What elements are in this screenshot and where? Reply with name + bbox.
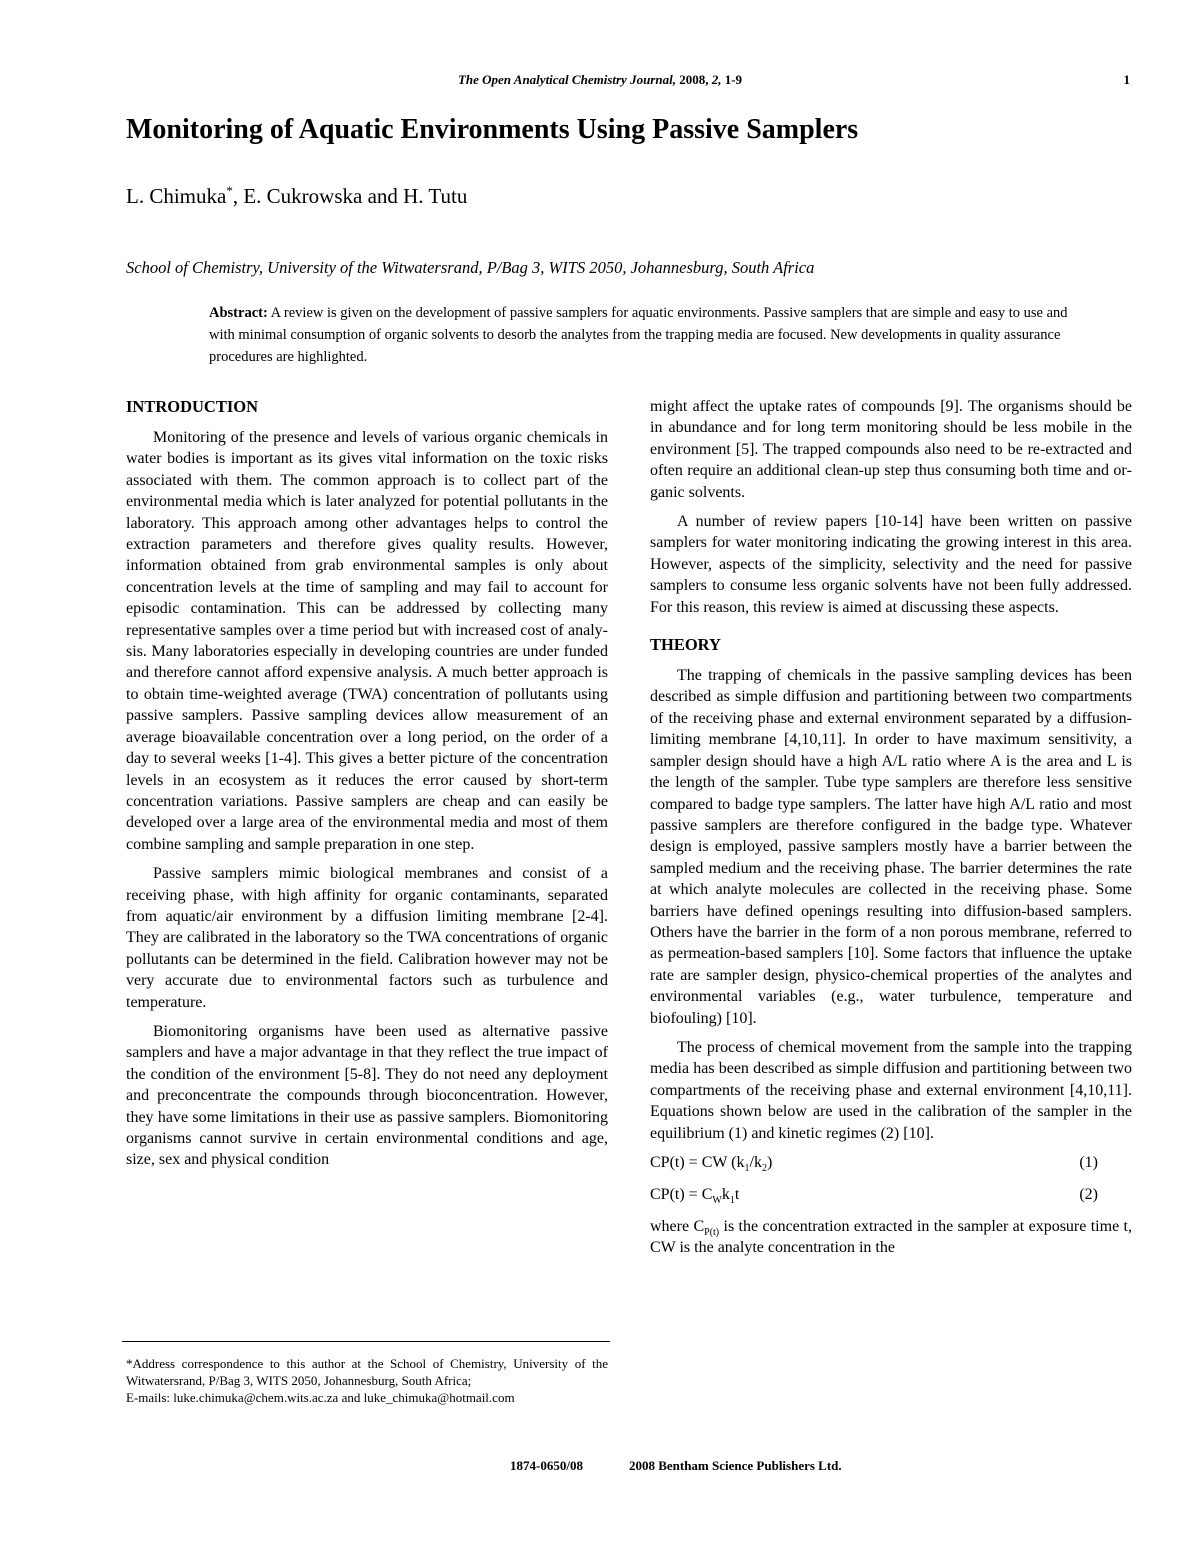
corresponding-asterisk: * <box>226 183 233 198</box>
equation-2-expression <box>650 1184 739 1206</box>
issn: 1874-0650/08 <box>510 1458 583 1473</box>
section-heading-theory: THEORY <box>650 635 721 655</box>
affiliation: School of Chemistry, University of the Witwatersrand, P/Bag 3, WITS 2050, Johannesburg, South Africa <box>126 258 815 277</box>
equation-1-expression <box>650 1152 772 1174</box>
journal-name: The Open Analytical Chemistry Journal, <box>457 72 676 87</box>
footnote-emails: E-mails: luke.chimuka@chem.wits.ac.za and luke_chimuka@hotmail.com <box>126 1390 515 1405</box>
eq-text: CP(t) = CW (k <box>650 1154 745 1171</box>
paragraph <box>650 1216 1132 1259</box>
paragraph: might affect the uptake rates of compounds [9]. The organisms should be in abundance and for long term monitoring should be less mobile in the environment [5]. The trapped compounds also need to be re-extracted and often require an additional clean-up step thus consuming both time and organic solvents. <box>650 398 1132 501</box>
page-footer <box>510 1458 930 1474</box>
equation-1 <box>650 1152 1098 1174</box>
subscript: P(t) <box>704 1227 720 1239</box>
eq-subscript: 1 <box>744 1163 750 1175</box>
left-column <box>126 396 608 1179</box>
eq-text: CP(t) = C <box>650 1186 713 1203</box>
journal-pages: 1-9 <box>721 72 743 87</box>
footnote-address: *Address correspondence to this author at the School of Chemistry, University of the Witwatersrand, P/Bag 3, WITS 2050, Johannesburg, South Africa; <box>126 1356 608 1388</box>
abstract-text: A review is given on the development of passive samplers for aquatic environments. Passive samplers that are simple and easy to use and with minimal consumption of organic solvents to desorb the analytes from the trapping media are focused. New developments in quality assurance procedures are highlighted. <box>209 305 1068 365</box>
journal-year: 2008, <box>675 72 712 87</box>
section-heading-introduction: INTRODUCTION <box>126 397 259 416</box>
paragraph: Biomonitoring organisms have been used as alternative passive samplers and have a major advantage in that they reflect the true impact of the condition of the environment [5-8]. They do not need any deployment and preconcentrate the compounds through bioconcentration. However, they have some limitations in their use as passive samplers. Biomonitoring organisms cannot survive in certain environmental conditions and age, size, sex and physical condition <box>126 1022 608 1169</box>
journal-volume: 2, <box>711 72 722 87</box>
author-list <box>126 182 1126 210</box>
eq-text: t <box>734 1186 740 1203</box>
text-run: is the concentration extracted in the sampler at exposure time t, CW is the analyte concentration in the <box>650 1218 1132 1257</box>
article-title: Monitoring of Aquatic Environments Using Passive Samplers <box>126 114 859 145</box>
paragraph: A number of review papers [10-14] have been written on passive samplers for water monitoring indicating the growing interest in this area. However, aspects of the simplicity, selectivity and the need for passive samplers to consume less organic solvents have not been fully addressed. For this reason, this review is aimed at discussing these aspects. <box>650 513 1132 616</box>
author-first: L. Chimuka <box>126 184 227 208</box>
equation-1-number: (1) <box>1079 1154 1098 1171</box>
text-run: where C <box>650 1218 705 1235</box>
paragraph: Passive samplers mimic biological membranes and consist of a receiving phase, with high affinity for organic contaminants, separated from aquatic/air environment by a diffusion limiting membrane [2-4]. They are calibrated in the laboratory so the TWA concentrations of organic pollutants can be determined in the field. Calibration however may not be very accurate due to environmental factors such as turbulence and temperature. <box>126 865 608 1011</box>
equation-2 <box>650 1184 1098 1206</box>
eq-text: ) <box>766 1154 773 1171</box>
running-header <box>380 72 820 88</box>
eq-text: /k <box>749 1154 762 1171</box>
publisher-line: 2008 Bentham Science Publishers Ltd. <box>628 1458 842 1473</box>
abstract <box>209 302 1089 368</box>
eq-subscript: W <box>712 1195 722 1207</box>
equation-2-number: (2) <box>1079 1186 1098 1203</box>
abstract-label: Abstract: <box>209 305 268 321</box>
footnote-divider <box>122 1341 610 1342</box>
eq-subscript: 2 <box>761 1163 767 1175</box>
eq-subscript: 1 <box>729 1195 735 1207</box>
footnote <box>126 1355 608 1406</box>
eq-text: k <box>721 1186 730 1203</box>
paragraph: The trapping of chemicals in the passive sampling devices has been described as simple diffusion and partitioning between two compartments of the receiving phase and external environment separated by a diffusion-limiting membrane [4,10,11]. In order to have maximum sensitivity, a sampler design should have a high A/L ratio where A is the area and L is the length of the sampler. Tube type samplers are therefore less sensitive compared to badge type samplers. The latter have high A/L ratio and most passive samplers are therefore configured in the badge type. Whatever design is employed, passive samplers mostly have a barrier between the sampled medium and the receiving phase. The barrier determines the rate at which analyte molecules are collected in the receiving phase. Some barriers have defined openings resulting into diffusion-based samplers. Others have the barrier in the form of a non porous membrane, referred to as permeation-based samplers [10]. Some factors that influence the uptake rate are sampler design, physico-chemical properties of the analytes and environmental variables (e.g., water turbulence, temperature and biofouling) [10]. <box>650 667 1132 1027</box>
paragraph: The process of chemical movement from the sample into the trapping media has been described as simple diffusion and partitioning between two compartments of the receiving phase and external environment [4,10,11]. Equations shown below are used in the calibration of the sampler in the equilibrium (1) and kinetic regimes (2) [10]. <box>650 1038 1132 1142</box>
paragraph: Monitoring of the presence and levels of various organic chemicals in water bodies is important as its gives vital information on the toxic risks associated with them. The common approach is to collect part of the environmental media which is later analyzed for potential pollutants in the laboratory. This approach among other advantages helps to control the extraction parameters and therefore gives quality results. However, information obtained from grab environmental samples is only about concentration levels at the time of sampling and may fail to account for episodic contamination. This can be addressed by collecting many representative samples over a time period but with increased cost of analysis. Many laboratories especially in developing countries are under funded and therefore cannot afford expensive analysis. A much better approach is to obtain time-weighted average (TWA) concentration of pollutants using passive samplers. Passive sampling devices allow measurement of an average bioavailable concentration over a long period, on the order of a day to several weeks [1-4]. This gives a better picture of the concentration levels in an ecosystem as it reduces the error caused by short-term concentration variations. Passive samplers are cheap and can easily be developed over a large area of the environmental media and most of them combine sampling and sample preparation in one step. <box>126 429 608 853</box>
page-number: 1 <box>1123 72 1130 87</box>
author-rest: , E. Cukrowska and H. Tutu <box>232 184 468 208</box>
right-column <box>650 396 1132 1267</box>
